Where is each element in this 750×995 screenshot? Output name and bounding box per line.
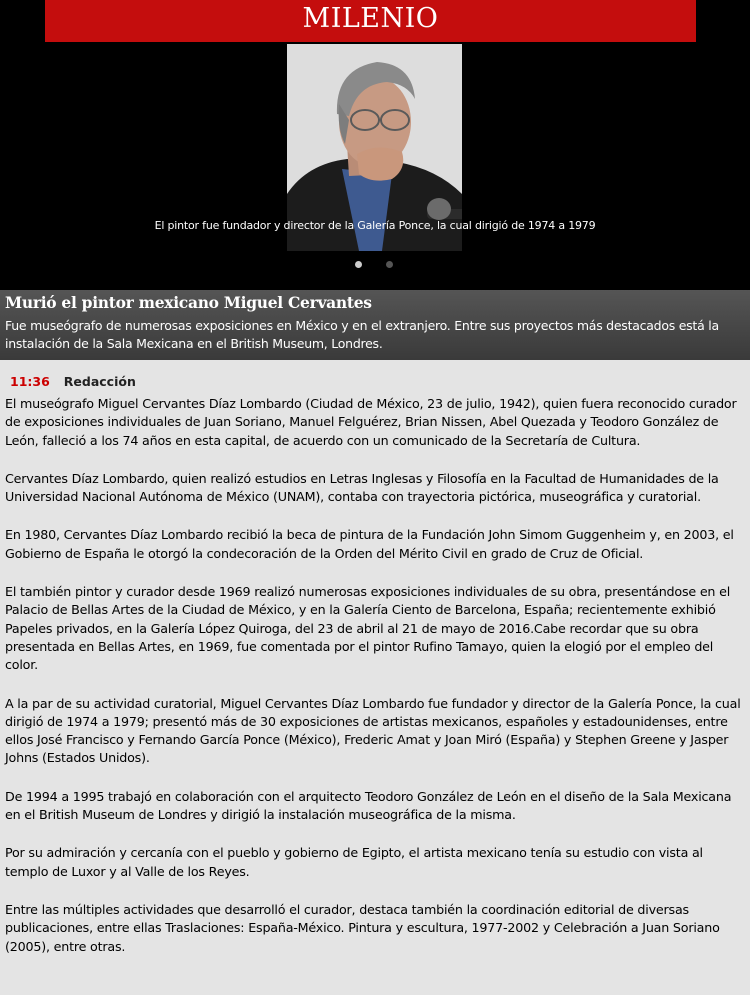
article-paragraph: A la par de su actividad curatorial, Miguel Cervantes Díaz Lombardo fue fundador y director de la Galería Ponce, la cual dirigió de 1974 a 1979; presentó más de 30 exposiciones de artistas mexicanos, españoles y estadounidenses, entre ellos José Francisco y Fernando García Ponce (México), Frederic Amat y Joan Miró (España) y Stephen Greene y Jasper Johns (Estados Unidos). <box>5 695 741 766</box>
article-meta <box>10 374 136 389</box>
article-paragraph: Entre las múltiples actividades que desarrolló el curador, destaca también la coordinación editorial de diversas publicaciones, entre ellas Traslaciones: España-México. Pintura y escultura, 1977-2002 y Celebración a Juan Soriano (2005), entre otras. <box>5 901 720 954</box>
brand-bar[interactable] <box>45 0 696 42</box>
slide-caption: El pintor fue fundador y director de la Galería Ponce, la cual dirigió de 1974 a 1979 <box>154 219 596 232</box>
article-summary: Fue museógrafo de numerosas exposiciones en México y en el extranjero. Entre sus proyectos más destacados está la instalación de la Sala Mexicana en el British Museum, Londres. <box>5 318 719 351</box>
article-paragraph: De 1994 a 1995 trabajó en colaboración con el arquitecto Teodoro González de León en el diseño de la Sala Mexicana en el British Museum de Londres y dirigió la instalación museográfica de la misma. <box>5 788 732 823</box>
article-body <box>5 395 745 976</box>
article-paragraph: El museógrafo Miguel Cervantes Díaz Lombardo (Ciudad de México, 23 de julio, 1942), quien fuera reconocido curador de exposiciones individuales de Juan Soriano, Manuel Felguérez, Brian Nissen, Abel Quezada y Teodoro González de León, falleció a los 74 años en esta capital, de acuerdo con un comunicado de la Secretaría de Cultura. <box>5 396 737 448</box>
article-paragraph: Cervantes Díaz Lombardo, quien realizó estudios en Letras Inglesas y Filosofía en la Facultad de Humanidades de la Universidad Nacional Autónoma de México (UNAM), contaba con trayectoria pictórica, museográfica y curatorial. <box>5 470 719 505</box>
article-headline: Murió el pintor mexicano Miguel Cervantes <box>5 293 372 312</box>
slide-pagination <box>355 261 395 271</box>
slide-dot[interactable] <box>386 261 393 268</box>
slide-dot-active[interactable] <box>355 261 362 268</box>
article-paragraph: En 1980, Cervantes Díaz Lombardo recibió la beca de pintura de la Fundación John Simom Guggenheim y, en 2003, el Gobierno de España le otorgó la condecoración de la Orden del Mérito Civil en grado de Cruz de Oficial. <box>5 527 734 561</box>
slideshow-header <box>0 0 750 290</box>
brand-logo[interactable]: MILENIO <box>302 3 439 34</box>
article-author: Redacción <box>63 374 136 389</box>
article-timestamp: 11:36 <box>10 374 50 389</box>
article-titlebar <box>0 290 750 360</box>
article-paragraph: El también pintor y curador desde 1969 realizó numerosas exposiciones individuales de su obra, presentándose en el Palacio de Bellas Artes de la Ciudad de México, y en la Galería Ciento de Barcelona, España; recientemente exhibió Papeles privados, en la Galería López Quiroga, del 23 de abril al 21 de mayo de 2016.Cabe recordar que su obra presentada en Bellas Artes, en 1969, fue comentada por el pintor Rufino Tamayo, quien la elogió por el empleo del color. <box>5 584 731 673</box>
article-paragraph: Por su admiración y cercanía con el pueblo y gobierno de Egipto, el artista mexicano tenía su estudio con vista al templo de Luxor y al Valle de los Reyes. <box>5 845 703 879</box>
